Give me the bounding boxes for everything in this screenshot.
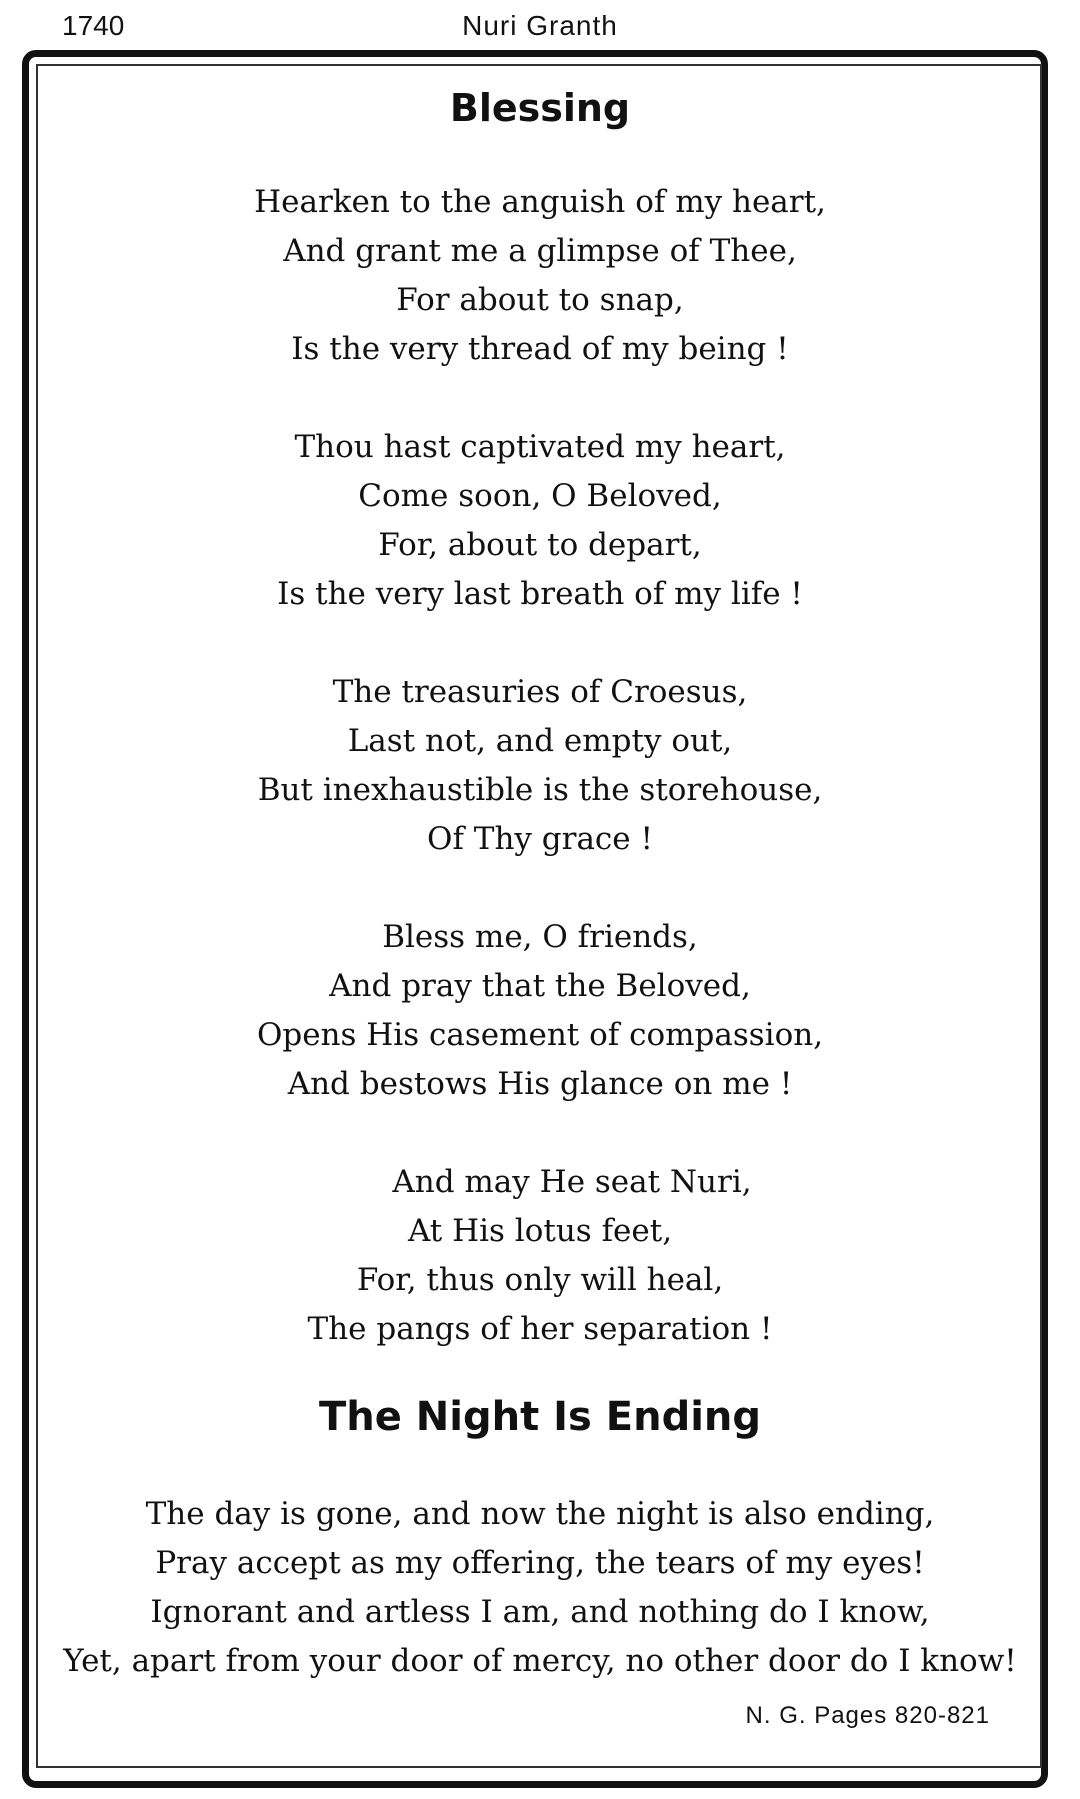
- poem-line: Is the very last breath of my life !: [277, 576, 803, 612]
- poem-line: And grant me a glimpse of Thee,: [283, 233, 797, 269]
- poem-line: At His lotus feet,: [407, 1213, 673, 1249]
- poem-line: Last not, and empty out,: [347, 723, 733, 759]
- poem-night-is-ending: [0, 1490, 1080, 1686]
- poem-line: And pray that the Beloved,: [329, 968, 751, 1004]
- stanza-5: [0, 1158, 1080, 1354]
- poem-line: Come soon, O Beloved,: [358, 478, 722, 514]
- page-number: 1740: [62, 10, 125, 41]
- poem-line: Bless me, O friends,: [382, 919, 698, 955]
- poem-line: And bestows His glance on me !: [287, 1066, 793, 1102]
- stanza-2: [0, 423, 1080, 619]
- stanza-3: [0, 668, 1080, 864]
- poem-line: For, about to depart,: [378, 527, 702, 563]
- poem-line: Of Thy grace !: [427, 821, 653, 857]
- poem-line: Opens His casement of compassion,: [256, 1017, 824, 1053]
- poem-line: But inexhaustible is the storehouse,: [257, 772, 823, 808]
- poem-line: Pray accept as my offering, the tears of my eyes!: [155, 1545, 925, 1581]
- stanza-4: [0, 913, 1080, 1109]
- page-reference: N. G. Pages 820-821: [745, 1702, 990, 1729]
- poem-line: Yet, apart from your door of mercy, no other door do I know!: [63, 1643, 1017, 1679]
- poem-line: Is the very thread of my being !: [291, 331, 789, 367]
- running-head: Nuri Granth: [462, 10, 618, 41]
- poem-line: For about to snap,: [396, 282, 684, 318]
- poem-line: For, thus only will heal,: [356, 1262, 724, 1298]
- poem-title-blessing: Blessing: [449, 86, 631, 130]
- poem-line: Ignorant and artless I am, and nothing do I know,: [150, 1594, 930, 1630]
- stanza-1: [0, 178, 1080, 374]
- poem-line: Thou hast captivated my heart,: [294, 429, 786, 465]
- poem-line: Hearken to the anguish of my heart,: [254, 184, 826, 220]
- poem-line: The treasuries of Croesus,: [332, 674, 748, 710]
- poem-line: And may He seat Nuri,: [392, 1164, 752, 1200]
- poem-blessing: [0, 178, 1080, 1354]
- poem-line: The day is gone, and now the night is also ending,: [145, 1496, 935, 1532]
- poem-title-night-is-ending: The Night Is Ending: [318, 1394, 762, 1440]
- poem-line: The pangs of her separation !: [307, 1311, 773, 1347]
